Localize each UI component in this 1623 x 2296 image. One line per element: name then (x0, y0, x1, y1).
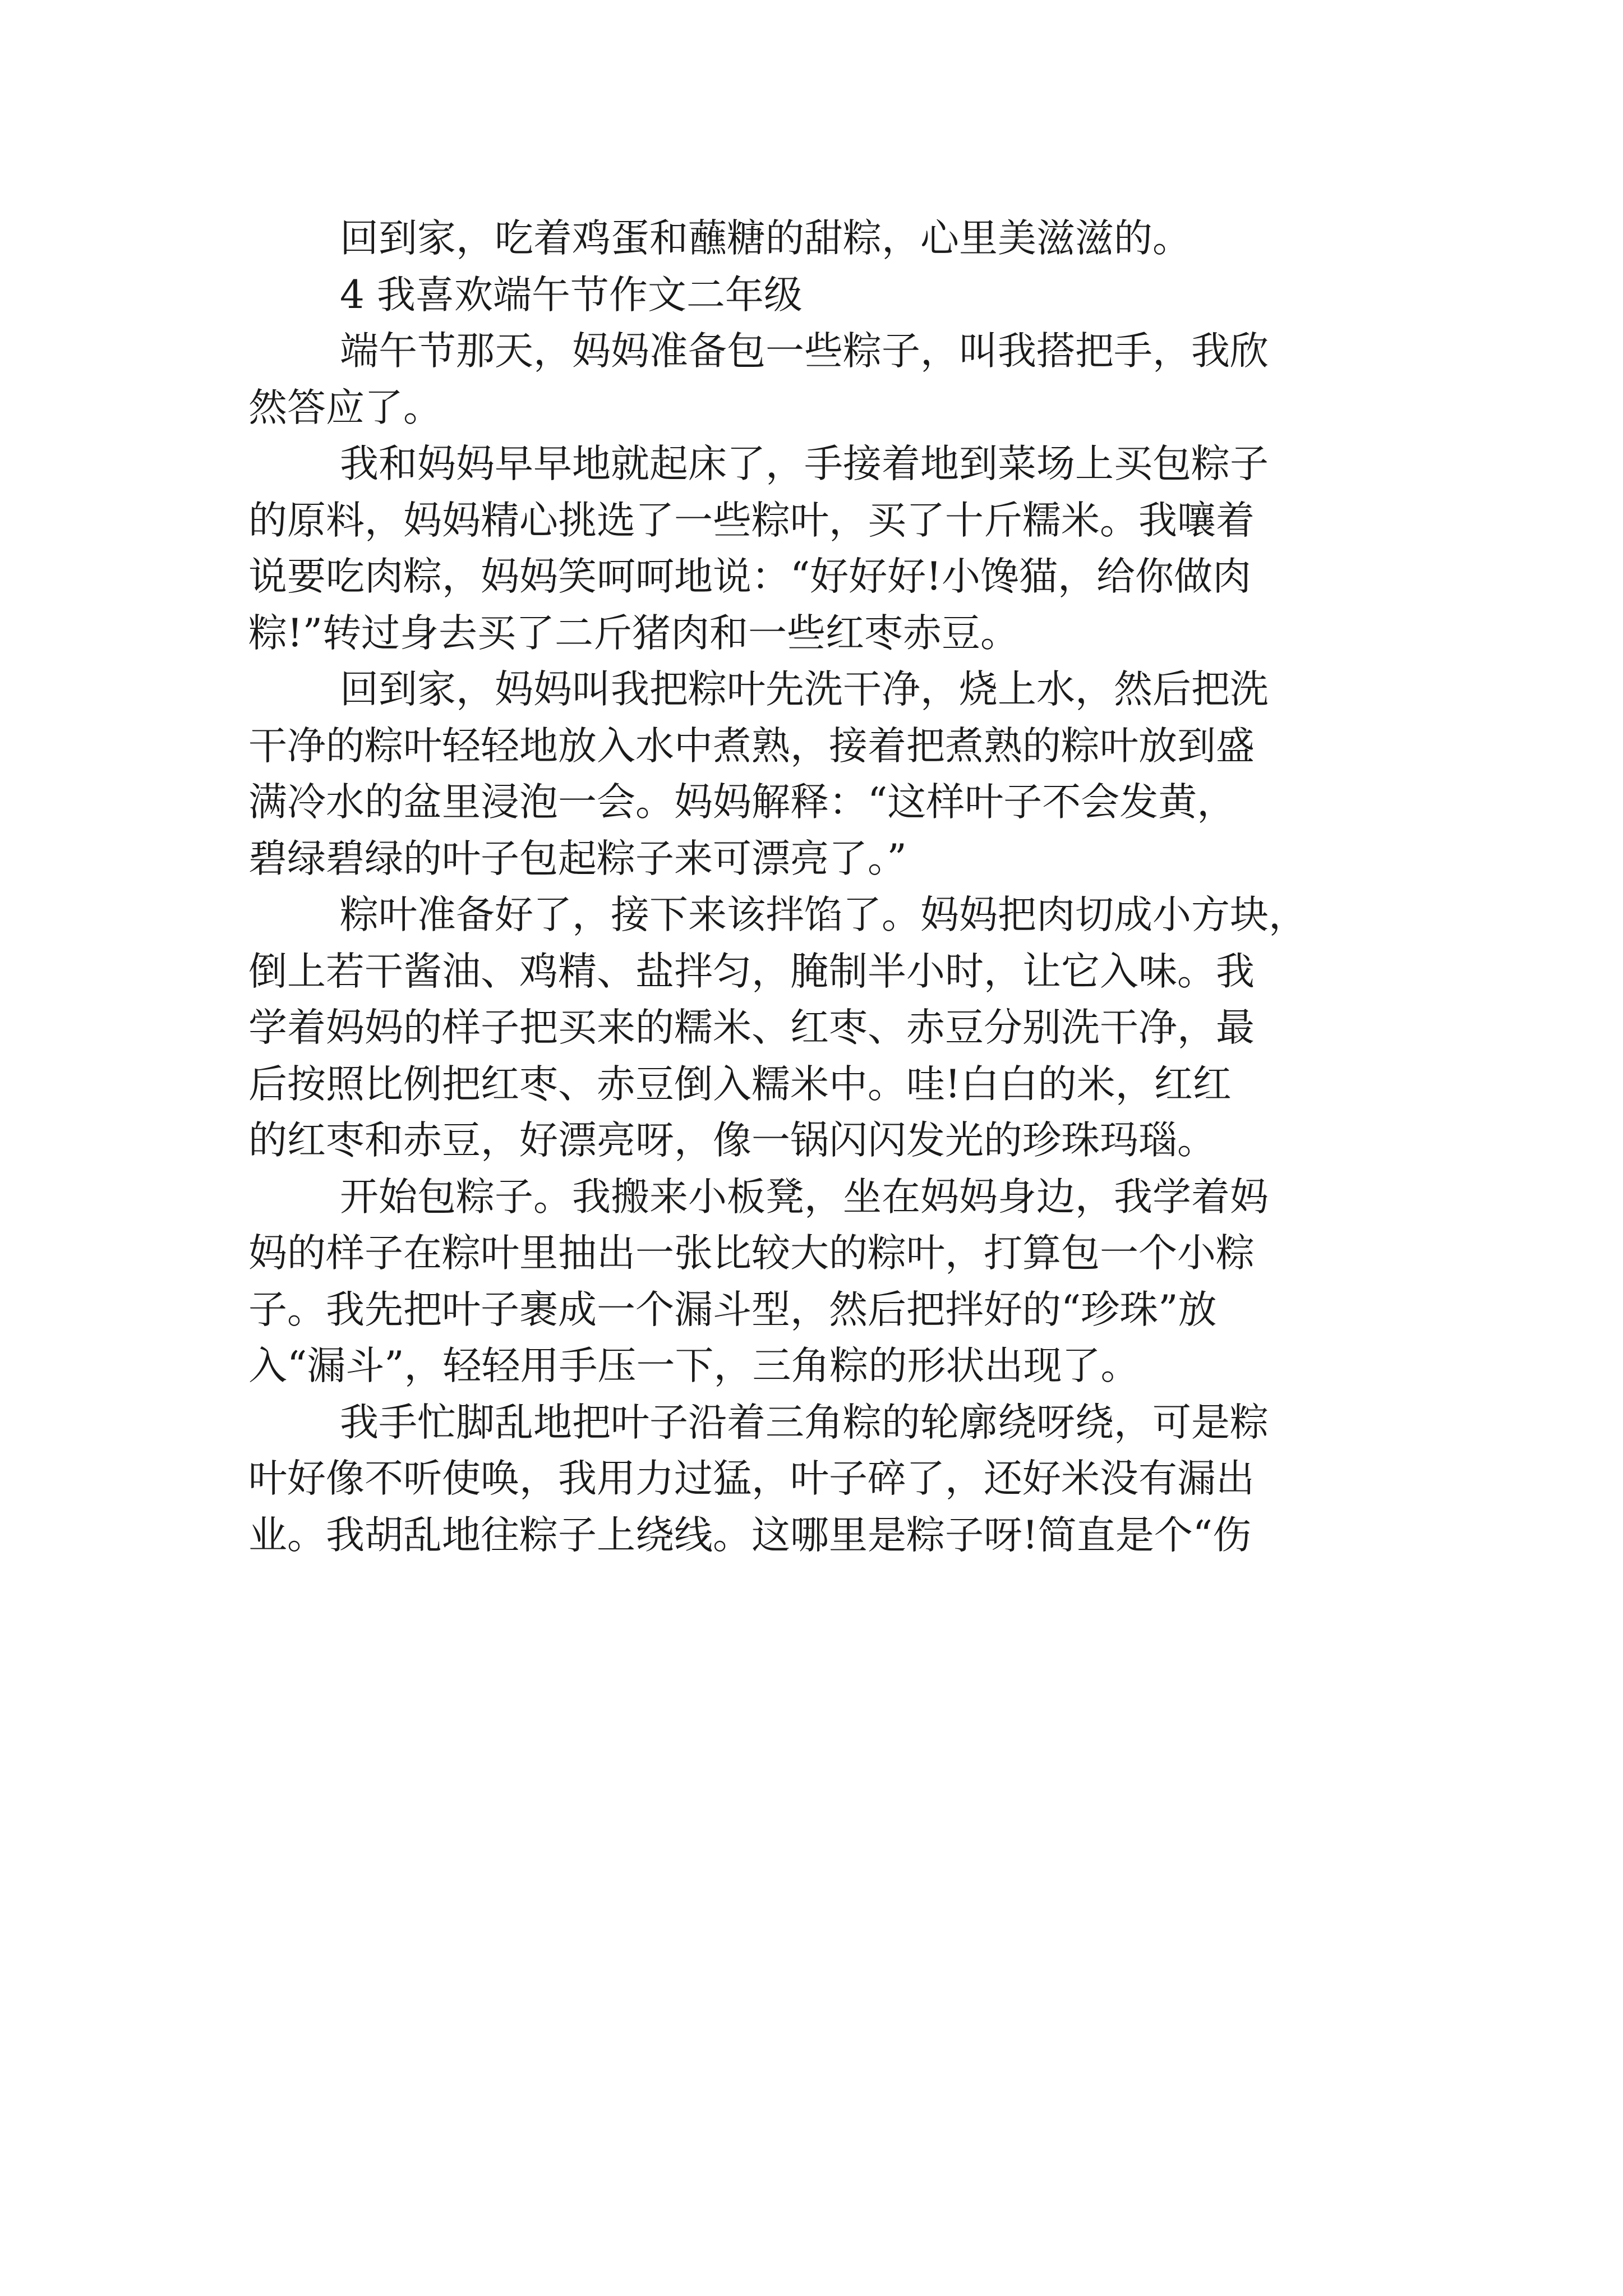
paragraph-line: 业。我胡乱地往粽子上绕线。这哪里是粽子呀!简直是个“伤 (248, 1512, 1252, 1558)
paragraph-line: 子。我先把叶子裹成一个漏斗型，然后把拌好的“珍珠”放 (248, 1287, 1217, 1332)
paragraph-line: 妈的样子在粽叶里抽出一张比较大的粽叶，打算包一个小粽 (248, 1231, 1255, 1276)
paragraph-line: 的原料，妈妈精心挑选了一些粽叶，买了十斤糯米。我嚷着 (248, 498, 1255, 543)
paragraph-line: 满冷水的盆里浸泡一会。妈妈解释：“这样叶子不会发黄， (248, 780, 1236, 825)
paragraph-line: 我手忙脚乱地把叶子沿着三角粽的轮廓绕呀绕，可是粽 (340, 1400, 1269, 1445)
paragraph-line: 入“漏斗”，轻轻用手压一下，三角粽的形状出现了。 (248, 1343, 1140, 1388)
paragraph-line: 碧绿碧绿的叶子包起粽子来可漂亮了。” (248, 836, 907, 881)
paragraph-line: 说要吃肉粽，妈妈笑呵呵地说：“好好好!小馋猫，给你做肉 (248, 554, 1252, 599)
paragraph-line: 学着妈妈的样子把买来的糯米、红枣、赤豆分别洗干净，最 (248, 1005, 1255, 1050)
paragraph-line: 然答应了。 (248, 385, 442, 430)
paragraph-line: 后按照比例把红枣、赤豆倒入糯米中。哇!白白的米，红红 (248, 1061, 1232, 1107)
paragraph-line: 回到家，妈妈叫我把粽叶先洗干净，烧上水，然后把洗 (340, 667, 1269, 712)
section-heading: 4 我喜欢端午节作文二年级 (340, 272, 803, 318)
paragraph-line: 粽叶准备好了，接下来该拌馅了。妈妈把肉切成小方块， (340, 892, 1307, 937)
paragraph-line: 回到家，吃着鸡蛋和蘸糖的甜粽，心里美滋滋的。 (340, 216, 1191, 261)
paragraph-line: 的红枣和赤豆，好漂亮呀，像一锅闪闪发光的珍珠玛瑙。 (248, 1118, 1216, 1163)
paragraph-line: 我和妈妈早早地就起床了，手接着地到菜场上买包粽子 (340, 441, 1269, 486)
paragraph-line: 端午节那天，妈妈准备包一些粽子，叫我搭把手，我欣 (340, 329, 1269, 374)
paragraph-line: 倒上若干酱油、鸡精、盐拌匀，腌制半小时，让它入味。我 (248, 949, 1255, 994)
paragraph-line: 干净的粽叶轻轻地放入水中煮熟，接着把煮熟的粽叶放到盛 (248, 723, 1255, 769)
paragraph-line: 开始包粽子。我搬来小板凳，坐在妈妈身边，我学着妈 (340, 1174, 1269, 1220)
paragraph-line: 粽!”转过身去买了二斤猪肉和一些红枣赤豆。 (248, 610, 1020, 656)
essay-text (248, 210, 1381, 1563)
paragraph-line: 叶好像不听使唤，我用力过猛，叶子碎了，还好米没有漏出 (248, 1456, 1255, 1501)
